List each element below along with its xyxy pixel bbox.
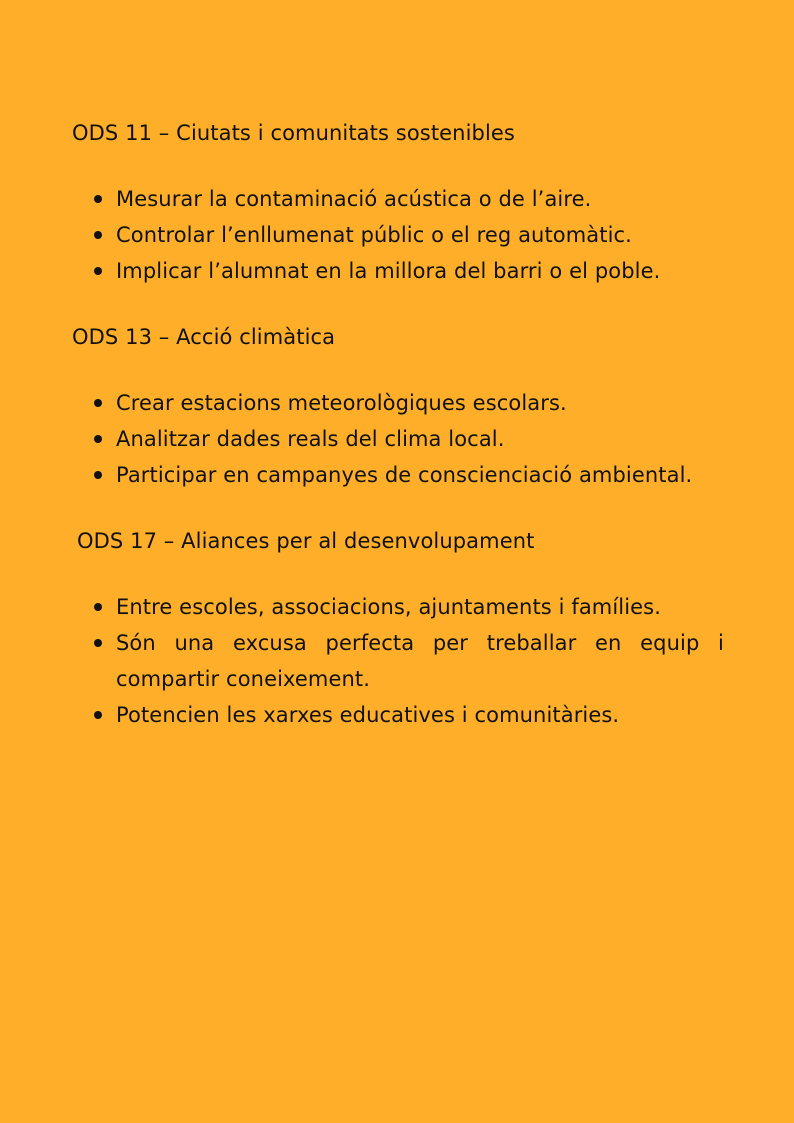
list-item	[116, 421, 724, 457]
list-item	[116, 457, 724, 493]
list-item	[116, 181, 724, 217]
bullet-icon	[94, 471, 102, 479]
list-item-text: Potencien les xarxes educatives i comunitàries.	[116, 703, 620, 727]
bullet-icon	[94, 711, 102, 719]
list-item-text: Controlar l’enllumenat públic o el reg automàtic.	[116, 223, 632, 247]
bullet-icon	[94, 639, 102, 647]
list-item-text: Mesurar la contaminació acústica o de l’aire.	[116, 187, 592, 211]
list-item	[116, 253, 724, 289]
section-heading-ods-11: ODS 11 – Ciutats i comunitats sostenibles	[72, 121, 515, 145]
list-item	[116, 589, 724, 625]
list-item-text: Entre escoles, associacions, ajuntaments i famílies.	[116, 595, 661, 619]
ods-13-list	[72, 385, 724, 493]
section-heading-ods-17: ODS 17 – Aliances per al desenvolupament	[77, 529, 535, 553]
list-item-text: Implicar l’alumnat en la millora del barri o el poble.	[116, 259, 661, 283]
bullet-icon	[94, 267, 102, 275]
list-item	[116, 697, 724, 733]
bullet-icon	[94, 231, 102, 239]
bullet-icon	[94, 435, 102, 443]
bullet-icon	[94, 195, 102, 203]
section-heading-ods-13: ODS 13 – Acció climàtica	[72, 325, 336, 349]
list-item-text: Participar en campanyes de conscienciació ambiental.	[116, 463, 693, 487]
list-item-text: Analitzar dades reals del clima local.	[116, 427, 505, 451]
list-item	[116, 217, 724, 253]
ods-11-list	[72, 181, 724, 289]
ods-17-list	[72, 589, 724, 733]
list-item	[116, 625, 724, 697]
bullet-icon	[94, 603, 102, 611]
list-item-text: Crear estacions meteorològiques escolars.	[116, 391, 567, 415]
list-item-text: Són una excusa perfecta per treballar en equip i compartir coneixement.	[116, 631, 724, 691]
bullet-icon	[94, 399, 102, 407]
list-item	[116, 385, 724, 421]
